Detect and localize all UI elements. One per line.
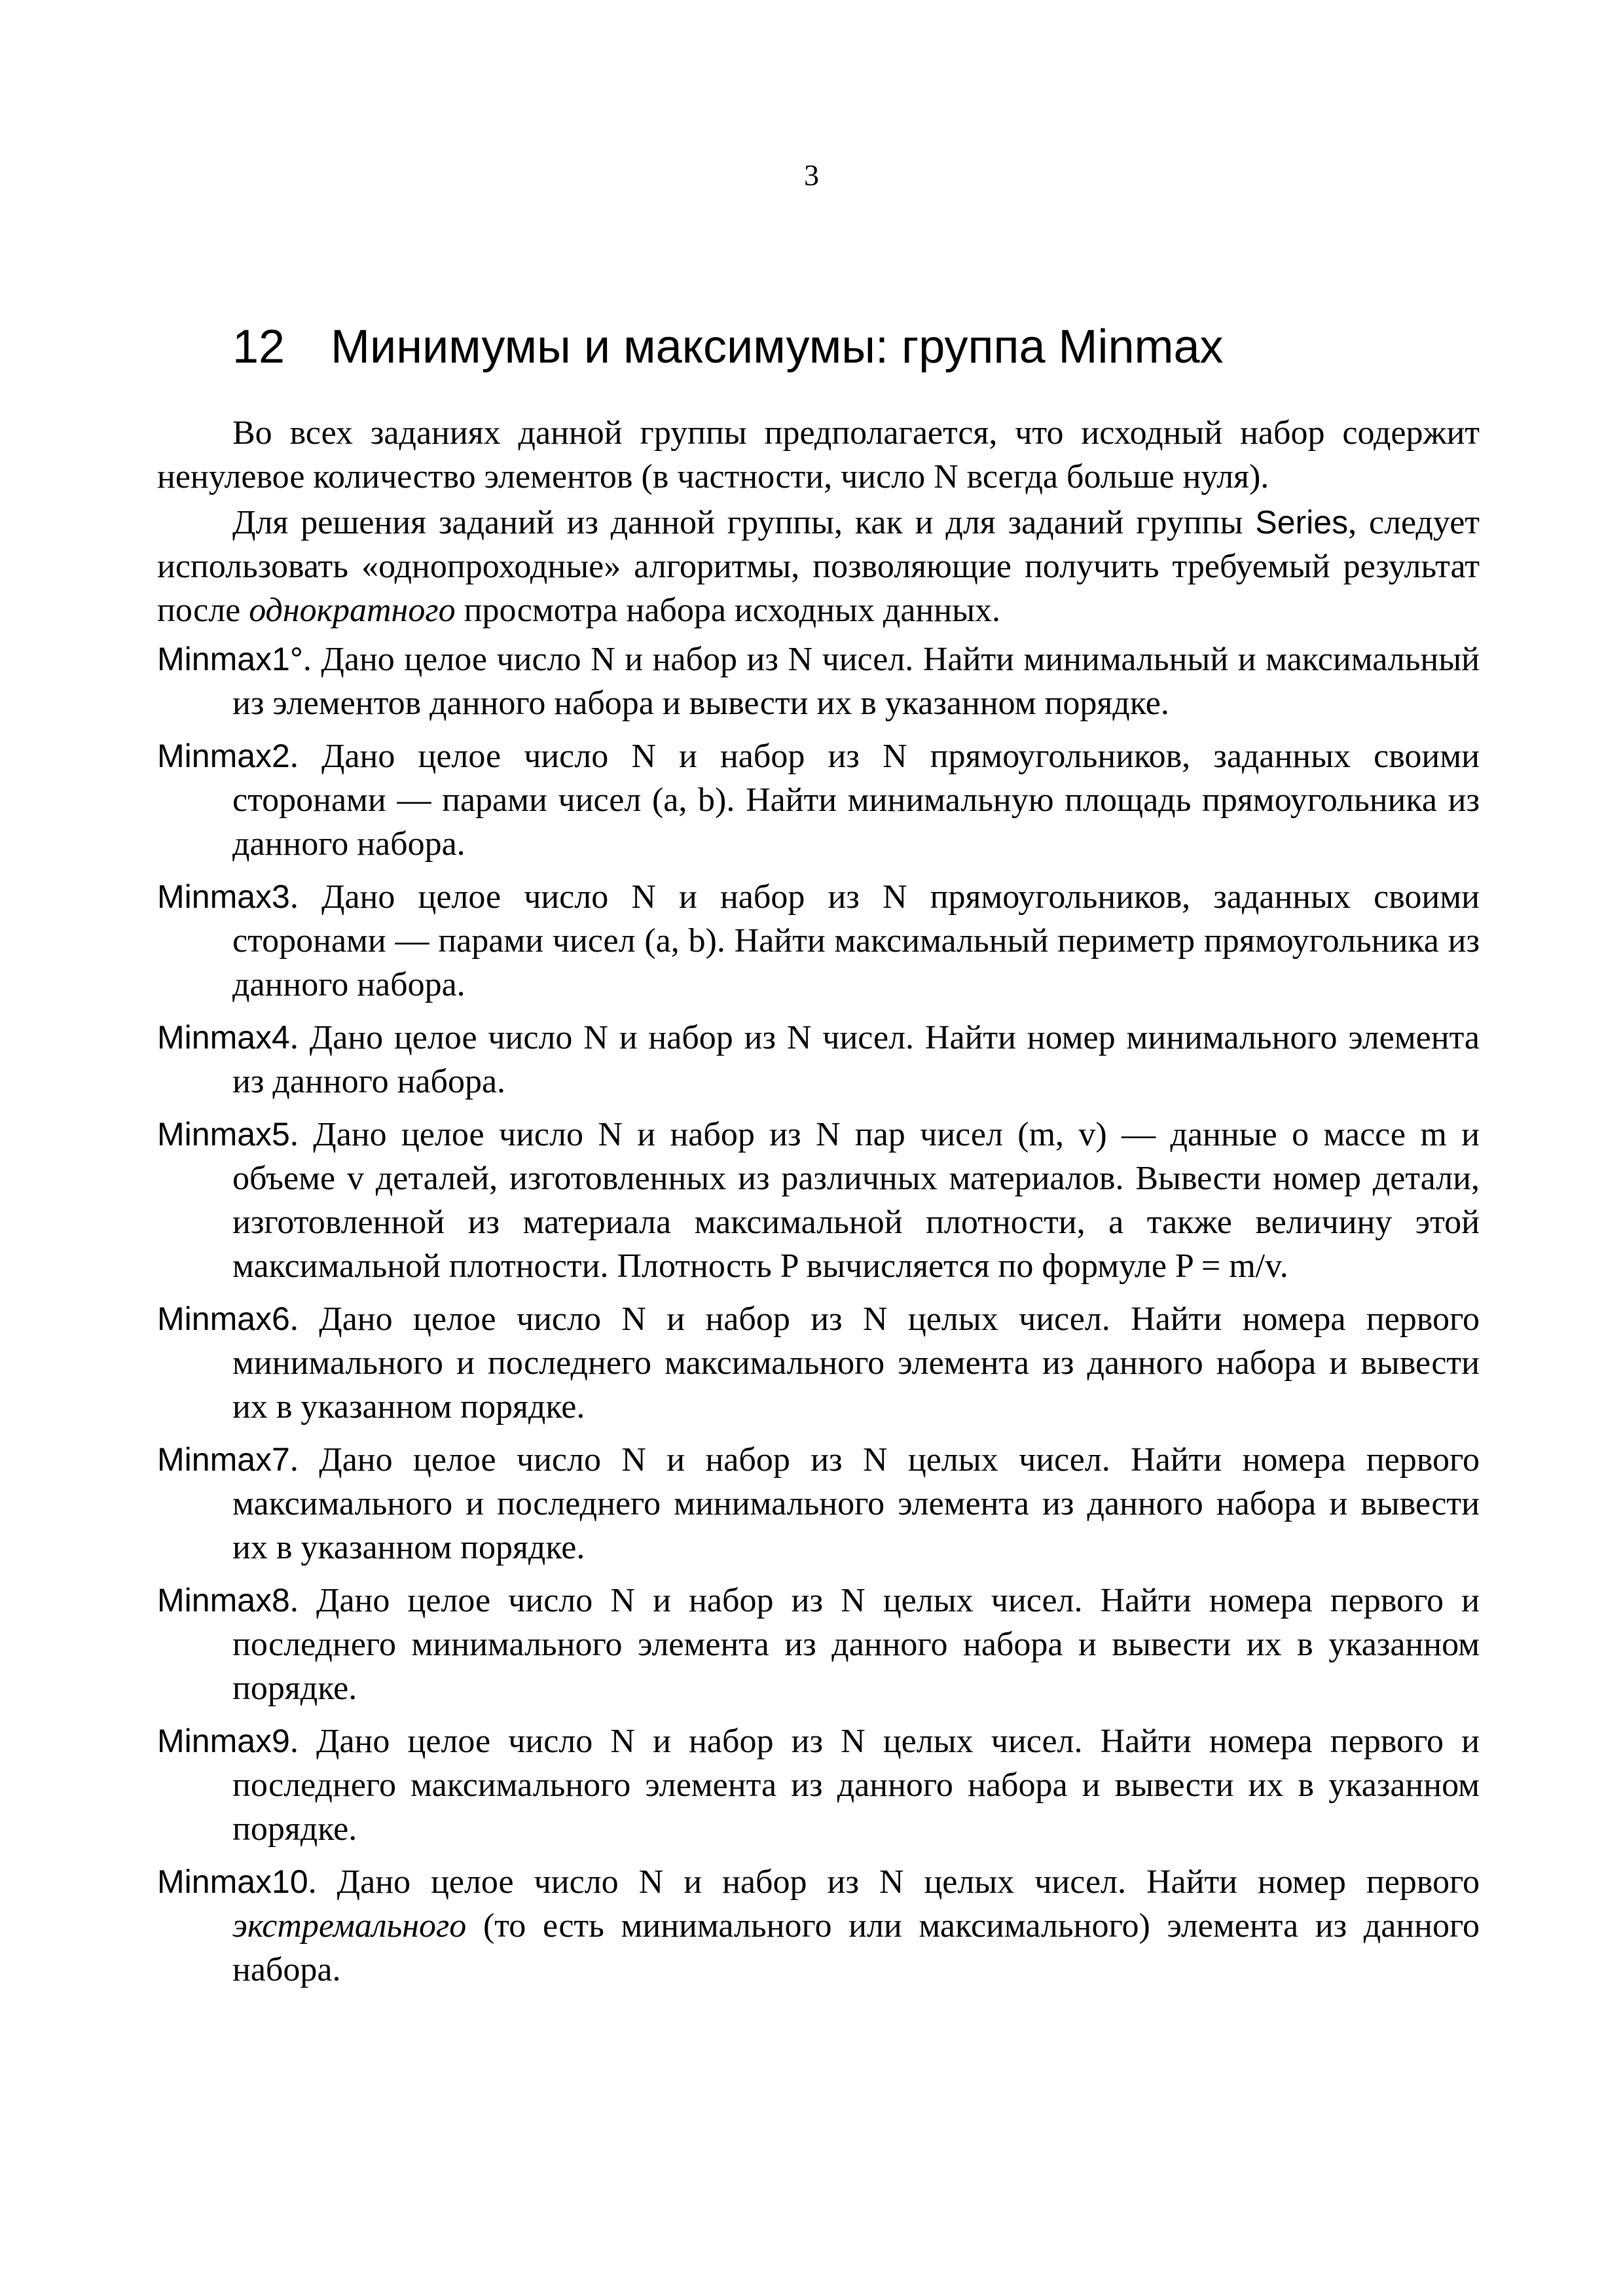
section-title: Минимумы и максимумы: группа Minmax (331, 321, 1224, 373)
task-item: Minmax10. Дано целое число N и набор из N целых чисел. Найти номер первого экстремального (то есть минимального или максимального) элемента из данного набора. (157, 1863, 1480, 1988)
task-text: Дано целое число N и набор из N целых чисел. Найти номера первого и последнего максимального элемента из данного набора и вывести их в указанном порядке. (232, 1723, 1480, 1848)
task-id: Minmax6 (157, 1300, 290, 1337)
intro-paragraph-2 (157, 501, 1480, 632)
task-text: Дано целое число N и набор из N чисел. Найти минимальный и максимальный из элементов данного набора и вывести их в указанном порядке. (232, 641, 1480, 722)
task-text-emphasis: экстремального (232, 1907, 467, 1945)
task-item: Minmax7. Дано целое число N и набор из N целых чисел. Найти номера первого максимального и последнего минимального элемента из данного набора и вывести их в указанном порядке. (157, 1441, 1480, 1566)
intro-p2-before: Для решения заданий из данной группы, как и для заданий группы (232, 504, 1256, 541)
task-text: Дано целое число N и набор из N прямоугольников, заданных своими сторонами — парами чисел (a, b). Найти максимальный периметр прямоугольника из данного набора. (232, 878, 1480, 1003)
task-text: Дано целое число N и набор из N целых чисел. Найти номера первого максимального и последнего минимального элемента из данного набора и вывести их в указанном порядке. (232, 1441, 1480, 1566)
task-text-before: Дано целое число N и набор из N целых чисел. Найти номер первого (337, 1863, 1480, 1901)
task-text: Дано целое число N и набор из N чисел. Найти номер минимального элемента из данного набора. (232, 1019, 1480, 1100)
task-text: Дано целое число N и набор из N пар чисел (m, v) — данные о массе m и объеме v деталей, изготовленных из различных материалов. Вывести номер детали, изготовленной из материала максимальной плотности, а также величину этой максимальной плотности. Плотность P вычисляется по формуле P = m/v. (232, 1116, 1480, 1285)
section-heading (232, 314, 1224, 380)
task-item: Minmax9. Дано целое число N и набор из N целых чисел. Найти номера первого и последнего максимального элемента из данного набора и вывести их в указанном порядке. (157, 1723, 1480, 1848)
task-item: Minmax6. Дано целое число N и набор из N целых чисел. Найти номера первого минимального и последнего максимального элемента из данного набора и вывести их в указанном порядке. (157, 1300, 1480, 1426)
page-number: 3 (804, 158, 819, 192)
task-id: Minmax9 (157, 1723, 290, 1759)
intro-p2-group: Series (1255, 504, 1349, 541)
task-text: Дано целое число N и набор из N целых чисел. Найти номера первого минимального и последнего максимального элемента из данного набора и вывести их в указанном порядке. (232, 1300, 1480, 1426)
task-id: Minmax10 (157, 1863, 308, 1900)
task-item: Minmax4. Дано целое число N и набор из N чисел. Найти номер минимального элемента из данного набора. (157, 1019, 1480, 1100)
task-item: Minmax2. Дано целое число N и набор из N прямоугольников, заданных своими сторонами — парами чисел (a, b). Найти минимальную площадь прямоугольника из данного набора. (157, 738, 1480, 863)
task-item: Minmax5. Дано целое число N и набор из N пар чисел (m, v) — данные о массе m и объеме v деталей, изготовленных из различных материалов. Вывести номер детали, изготовленной из материала максимальной плотности, а также величину этой максимальной плотности. Плотность P вычисляется по формуле P = m/v. (157, 1116, 1480, 1285)
page-body (157, 411, 1480, 1992)
intro-p2-after: просмотра набора исходных данных. (455, 592, 1001, 629)
task-id: Minmax4 (157, 1019, 290, 1056)
task-id: Minmax1° (157, 641, 303, 677)
task-id: Minmax3 (157, 878, 290, 915)
task-id: Minmax8 (157, 1582, 290, 1619)
task-text: Дано целое число N и набор из N прямоугольников, заданных своими сторонами — парами чисел (a, b). Найти минимальную площадь прямоугольника из данного набора. (232, 738, 1480, 863)
task-id: Minmax7 (157, 1441, 290, 1478)
task-text: Дано целое число N и набор из N целых чисел. Найти номера первого и последнего минимального элемента из данного набора и вывести их в указанном порядке. (232, 1582, 1480, 1707)
task-id: Minmax2 (157, 738, 290, 774)
task-item: Minmax8. Дано целое число N и набор из N целых чисел. Найти номера первого и последнего минимального элемента из данного набора и вывести их в указанном порядке. (157, 1582, 1480, 1707)
task-text-after: (то есть минимального или максимального) элемента из данного набора. (232, 1907, 1480, 1988)
section-number: 12 (232, 321, 285, 373)
intro-p2-mid: , следует использовать «однопроходные» алгоритмы, позволяющие получить требуемый результат после (157, 504, 1480, 629)
task-item: Minmax3. Дано целое число N и набор из N прямоугольников, заданных своими сторонами — парами чисел (a, b). Найти максимальный периметр прямоугольника из данного набора. (157, 878, 1480, 1003)
intro-paragraph-1: Во всех заданиях данной группы предполагается, что исходный набор содержит ненулевое количество элементов (в частности, число N всегда больше нуля). (157, 414, 1480, 495)
task-id: Minmax5 (157, 1116, 290, 1153)
intro-p2-emphasis: однократного (249, 592, 456, 629)
task-item: Minmax1°. Дано целое число N и набор из N чисел. Найти минимальный и максимальный из элементов данного набора и вывести их в указанном порядке. (157, 641, 1480, 722)
